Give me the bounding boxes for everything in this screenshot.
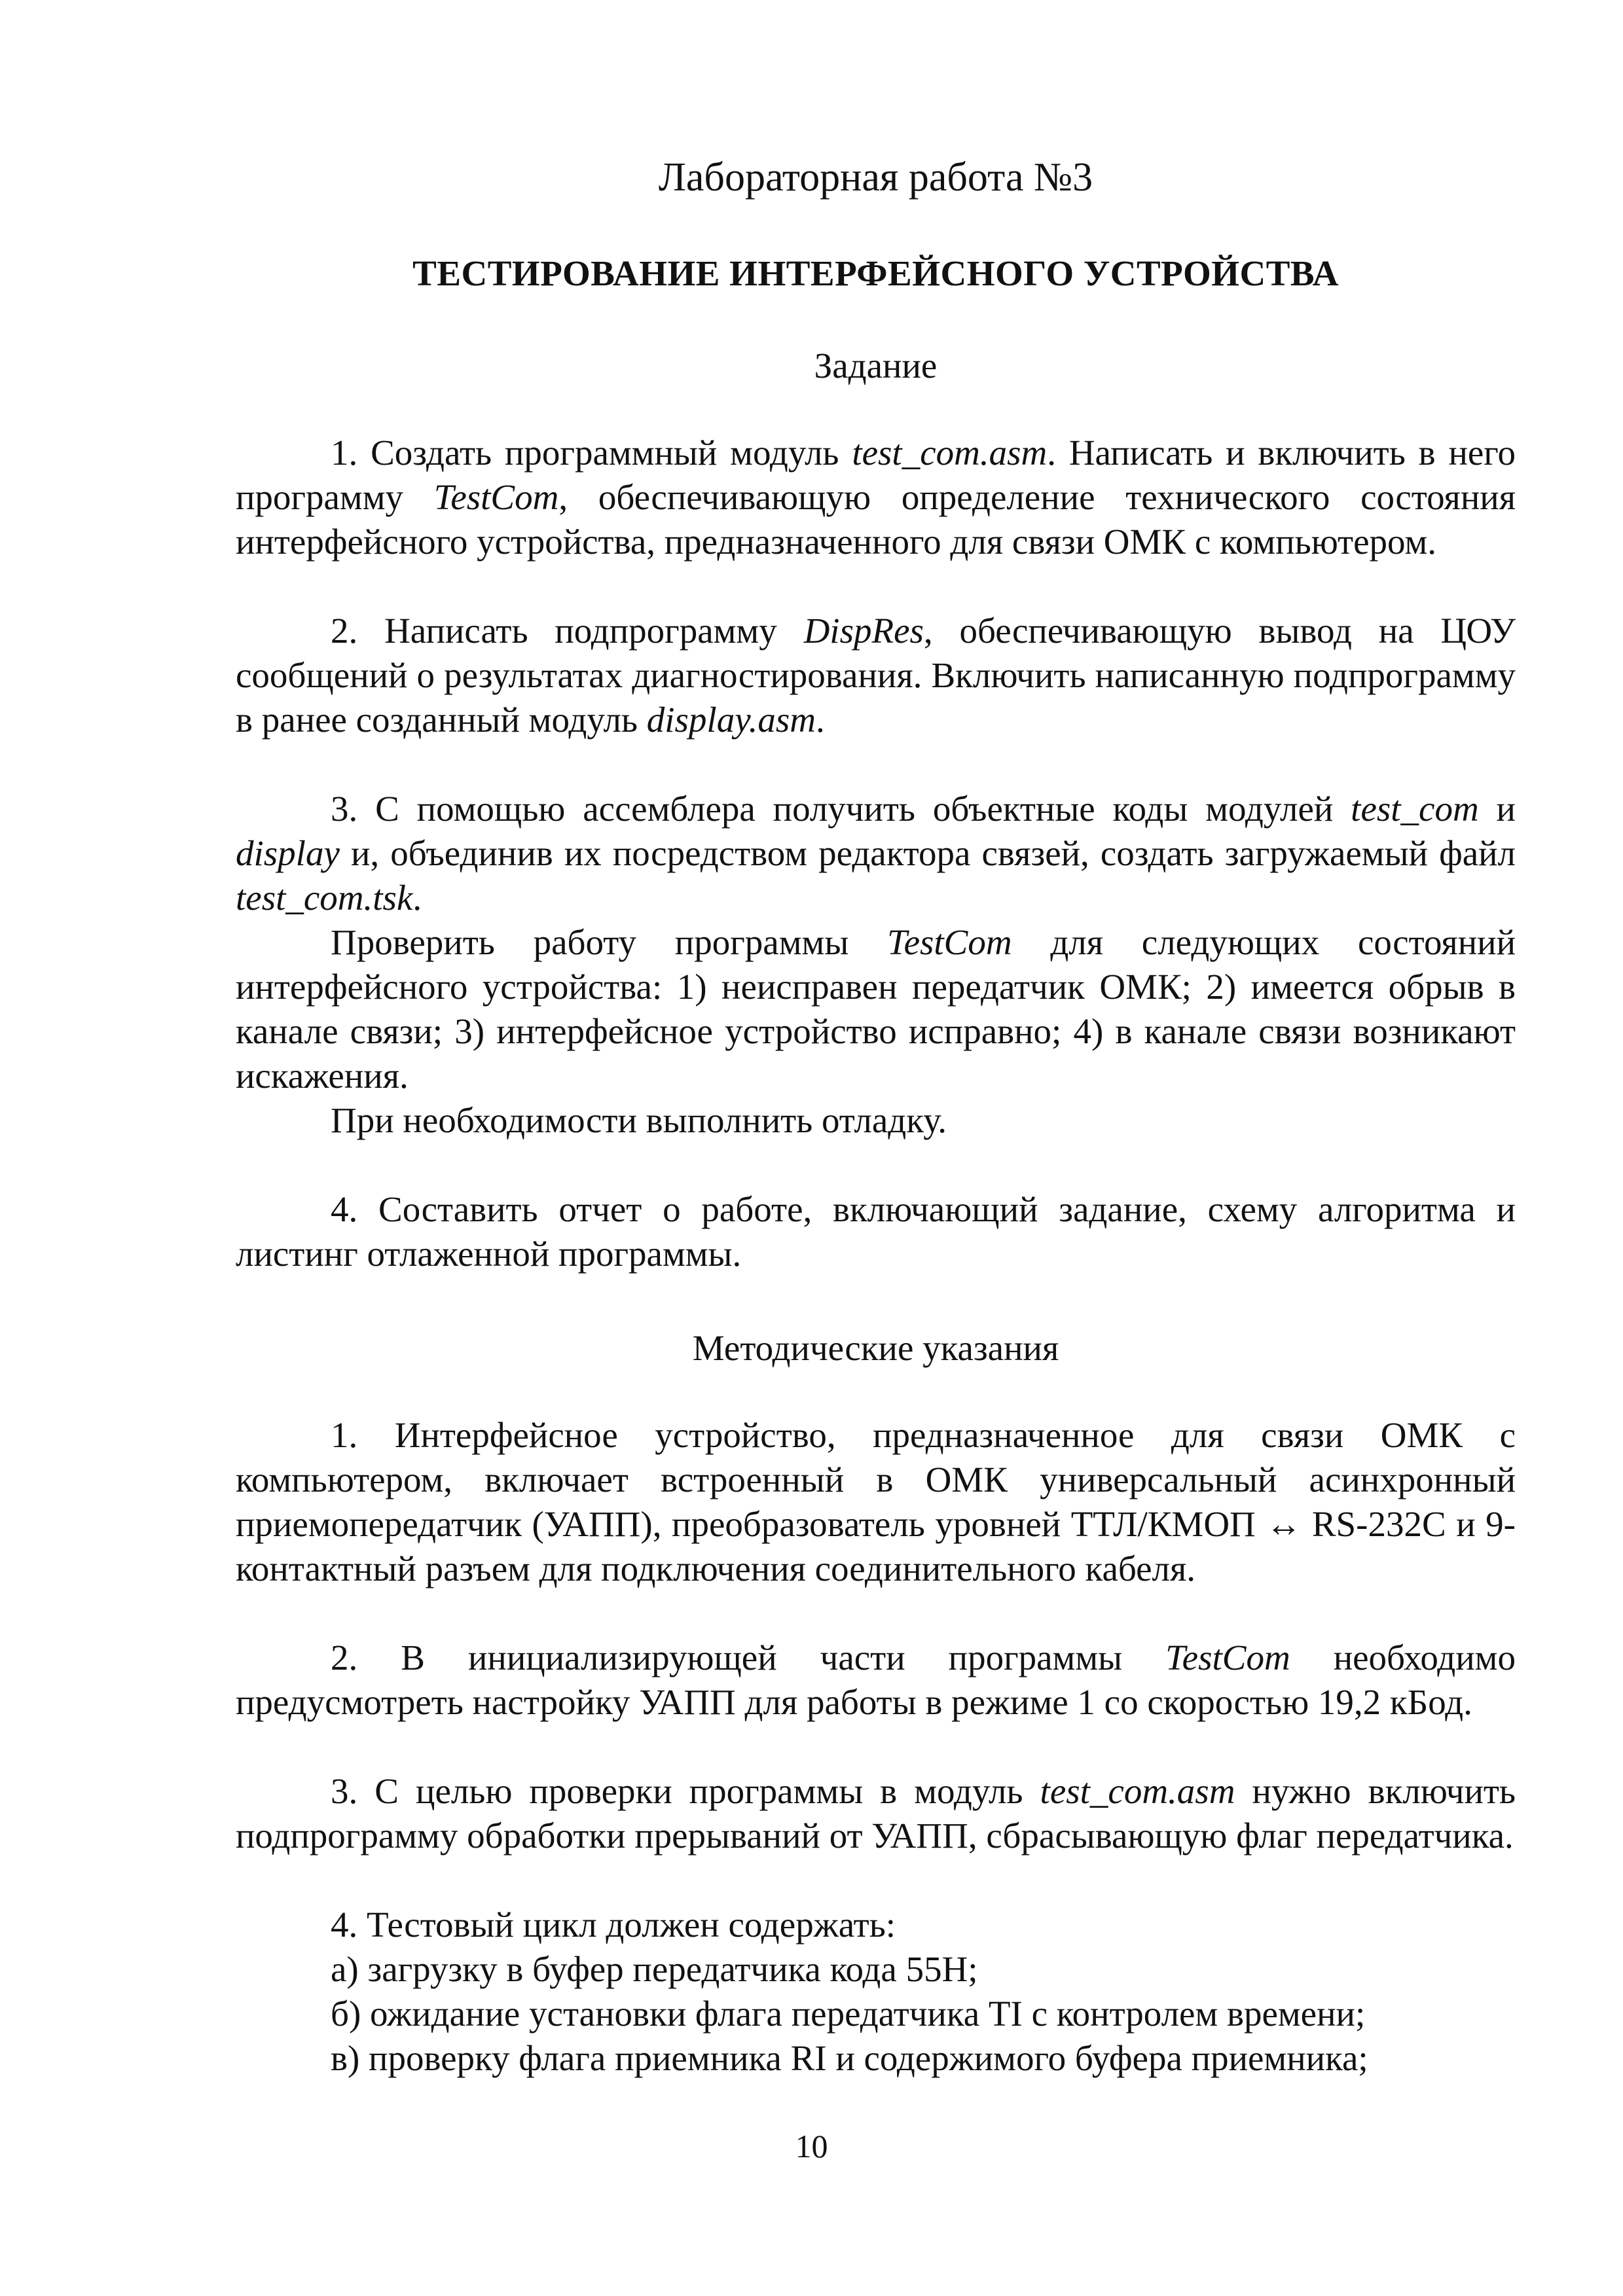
guidelines-paragraph-4 [236, 1903, 1516, 2081]
assignment-paragraph-2: 2. Написать подпрограмму DispRes, обеспечивающую вывод на ЦОУ сообщений о результатах диагностирования. Включить написанную подпрограмму в ранее созданный модуль display.asm. [236, 611, 1516, 740]
assignment-paragraph-1: 1. Создать программный модуль test_com.asm. Написать и включить в него программу TestCom, обеспечивающую определение технического состояния интерфейсного устройства, предназначенного для связи ОМК с компьютером. [236, 433, 1516, 562]
lab-title: Лабораторная работа №3 [658, 155, 1093, 200]
test-cycle-intro: 4. Тестовый цикл должен содержать: [331, 1905, 896, 1945]
assignment-paragraph-3-check: Проверить работу программы TestCom для следующих состояний интерфейсного устройства: 1) неисправен передатчик ОМК; 2) имеется обрыв в канале связи; 3) интерфейсное устройство исправно; 4) в канале связи возникают искажения. [236, 922, 1516, 1096]
document-page [236, 131, 1516, 2081]
guidelines-heading: Методические указания [692, 1328, 1059, 1369]
guidelines-paragraph-3: 3. С целью проверки программы в модуль test_com.asm нужно включить подпрограмму обработки прерываний от УАПП, сбрасывающую флаг передатчика. [236, 1771, 1516, 1856]
page-number: 10 [795, 2128, 828, 2164]
assignment-paragraph-3-debug: При необходимости выполнить отладку. [331, 1100, 947, 1141]
assignment-heading: Задание [814, 346, 938, 386]
list-item: в) проверку флага приемника RI и содержимого буфера приемника; [331, 2038, 1368, 2079]
assignment-paragraph-4: 4. Составить отчет о работе, включающий задание, схему алгоритма и листинг отлаженной программы. [236, 1189, 1516, 1274]
assignment-paragraph-3: 3. С помощью ассемблера получить объектные коды модулей test_com и display и, объединив их посредством редактора связей, создать загружаемый файл test_com.tsk. [236, 789, 1516, 918]
guidelines-paragraph-1: 1. Интерфейсное устройство, предназначенное для связи ОМК с компьютером, включает встроенный в ОМК универсальный асинхронный приемопередатчик (УАПП), преобразователь уровней ТТЛ/КМОП ↔ RS-232C и 9-контактный разъем для подключения соединительного кабеля. [236, 1415, 1516, 1589]
list-item: б) ожидание установки флага передатчика TI с контролем времени; [331, 1994, 1366, 2034]
list-item: а) загрузку в буфер передатчика кода 55H; [331, 1949, 978, 1990]
main-title: ТЕСТИРОВАНИЕ ИНТЕРФЕЙСНОГО УСТРОЙСТВА [412, 253, 1339, 294]
guidelines-paragraph-2: 2. В инициализирующей части программы TestCom необходимо предусмотреть настройку УАПП для работы в режиме 1 со скоростью 19,2 кБод. [236, 1638, 1516, 1723]
